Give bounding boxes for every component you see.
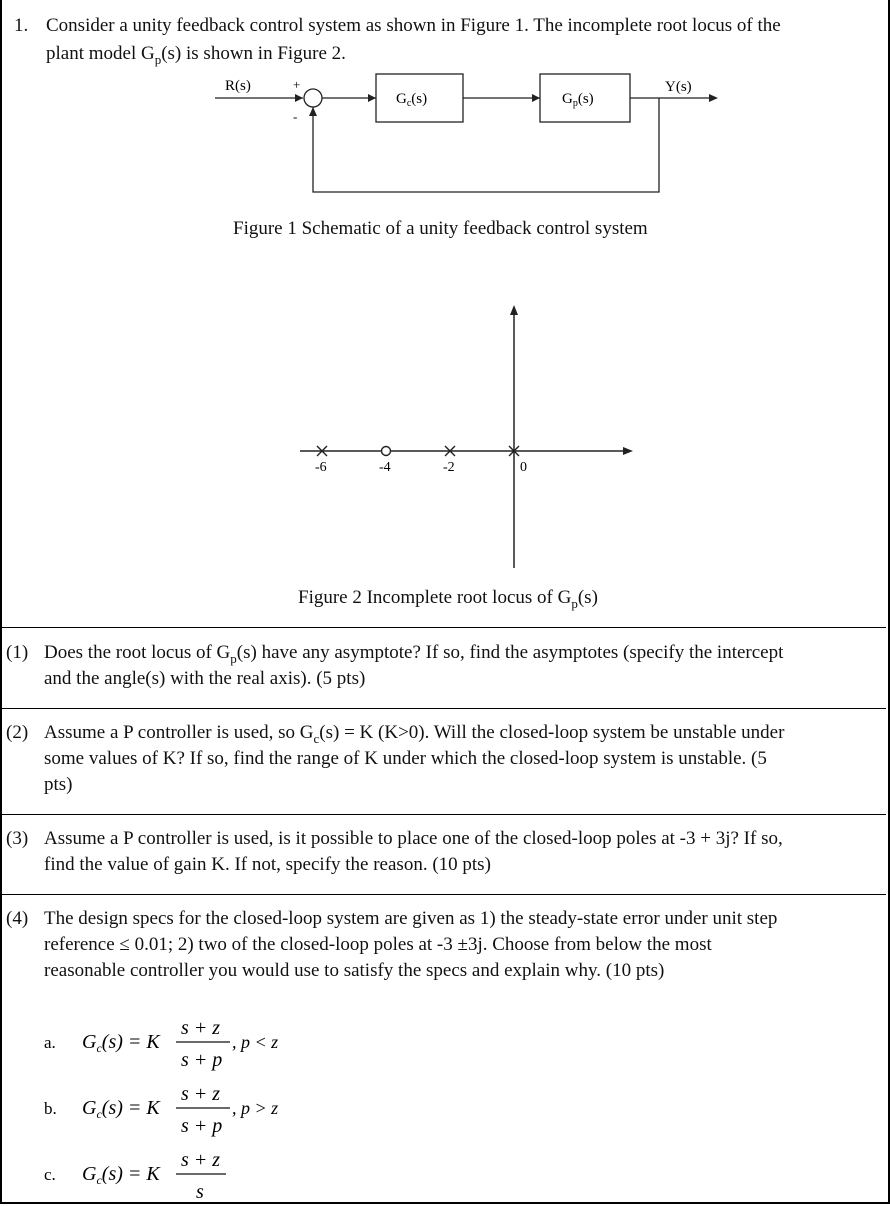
controller-arrowhead xyxy=(368,94,376,102)
imaginary-axis-arrowhead xyxy=(510,305,518,315)
option-c-denominator: s xyxy=(196,1181,204,1202)
controller-label: $G_c(s)$ xyxy=(396,91,428,109)
part3-line-2: find the value of gain K. If not, specify the reason. (10 pts) xyxy=(44,854,491,875)
part2-line-1: Assume a P controller is used, so $G_c(s) = K$ (K>0). Will the closed-loop system be unstable under xyxy=(44,722,785,746)
option-c xyxy=(44,1149,226,1202)
part1-label: (1) xyxy=(6,642,29,663)
question-number: 1. xyxy=(14,15,29,36)
option-b xyxy=(44,1083,278,1137)
option-a-numerator: s + z xyxy=(181,1017,221,1039)
summing-junction xyxy=(304,89,322,107)
plant-arrowhead xyxy=(532,94,540,102)
figure2-root-locus xyxy=(0,290,890,580)
tick-label: -6 xyxy=(315,460,327,475)
tick-label: 0 xyxy=(520,460,527,475)
question-line-1: Consider a unity feedback control system as shown in Figure 1. The incomplete root locus of the xyxy=(46,15,781,36)
separator xyxy=(0,708,886,709)
output-label: Y(s) xyxy=(665,79,692,95)
option-a-lhs: $G_c(s) = K$ xyxy=(82,1031,160,1055)
zero-marker xyxy=(382,447,391,456)
figure2-caption: Figure 2 Incomplete root locus of $G_p(s)$ xyxy=(298,587,598,611)
part4-label: (4) xyxy=(6,908,29,929)
separator xyxy=(0,894,886,895)
part1-line-1: Does the root locus of $G_p(s)$ have any asymptote? If so, find the asymptotes (specify the intercept xyxy=(44,642,784,666)
option-c-lhs: $G_c(s) = K$ xyxy=(82,1163,160,1187)
option-c-numerator: s + z xyxy=(181,1149,221,1171)
option-b-label: b. xyxy=(44,1099,57,1118)
tick-label: -4 xyxy=(379,460,391,475)
option-b-denominator: s + p xyxy=(181,1115,223,1137)
option-a-denominator: s + p xyxy=(181,1049,223,1071)
option-a-label: a. xyxy=(44,1033,56,1052)
option-c-label: c. xyxy=(44,1165,56,1184)
part1-line-2: and the angle(s) with the real axis). (5 pts) xyxy=(44,668,366,689)
part2-label: (2) xyxy=(6,722,29,743)
part3-line-1: Assume a P controller is used, is it possible to place one of the closed-loop poles at -3 + 3j? If so, xyxy=(44,828,783,849)
controller-options xyxy=(0,1010,890,1202)
option-b-lhs: $G_c(s) = K$ xyxy=(82,1097,160,1121)
real-axis-arrowhead xyxy=(623,447,633,455)
part4-line-3: reasonable controller you would use to satisfy the specs and explain why. (10 pts) xyxy=(44,960,665,981)
tick-label: -2 xyxy=(443,460,455,475)
part3-label: (3) xyxy=(6,828,29,849)
plant-label: $G_p(s)$ xyxy=(562,91,594,109)
figure1-caption: Figure 1 Schematic of a unity feedback control system xyxy=(233,218,648,239)
input-arrowhead xyxy=(295,94,303,102)
part4-line-2: reference ≤ 0.01; 2) two of the closed-loop poles at -3 ±3j. Choose from below the most xyxy=(44,934,712,955)
question-line-2: plant model $G_p(s)$ is shown in Figure 2. xyxy=(46,43,346,67)
option-b-numerator: s + z xyxy=(181,1083,221,1105)
output-arrowhead xyxy=(709,94,718,102)
input-label: R(s) xyxy=(225,78,251,94)
separator xyxy=(0,627,886,628)
minus-sign: - xyxy=(293,109,298,124)
option-a xyxy=(44,1017,278,1071)
separator xyxy=(0,814,886,815)
option-a-condition: , p < z xyxy=(232,1032,279,1052)
option-b-condition: , p > z xyxy=(232,1098,279,1118)
plus-sign: + xyxy=(293,77,301,92)
part2-line-3: pts) xyxy=(44,774,73,795)
part2-line-2: some values of K? If so, find the range of K under which the closed-loop system is unstable. (5 xyxy=(44,748,767,769)
part4-line-1: The design specs for the closed-loop system are given as 1) the steady-state error under unit step xyxy=(44,908,778,929)
feedback-arrowhead xyxy=(309,107,317,116)
